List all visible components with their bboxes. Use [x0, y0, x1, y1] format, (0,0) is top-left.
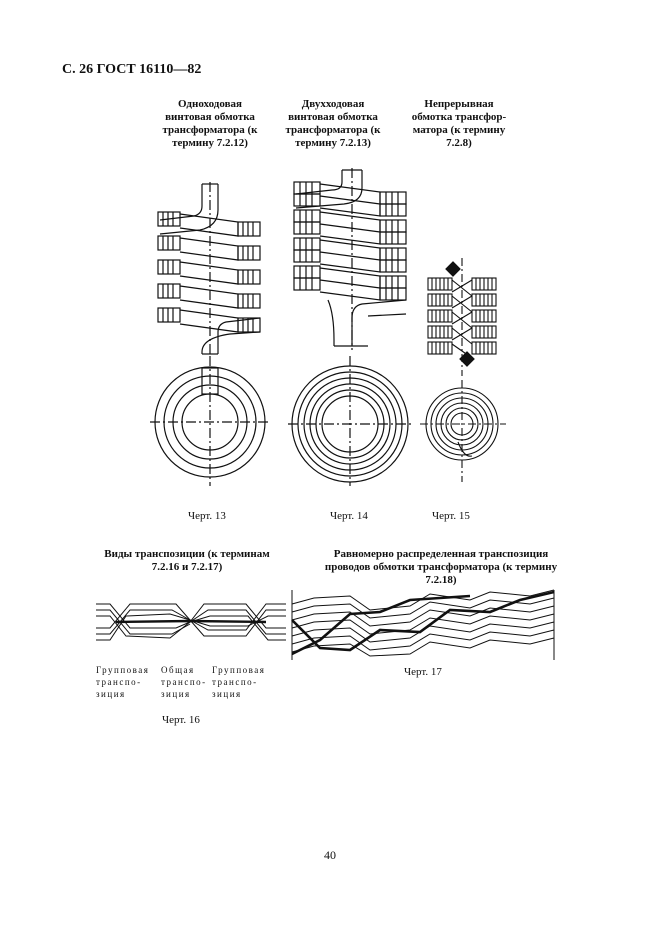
- label-line: Общая: [161, 665, 195, 675]
- label-line: зиция: [96, 689, 126, 699]
- caption-line: трансформатора (к: [285, 124, 381, 136]
- label-line: Групповая: [96, 665, 150, 675]
- figure-15-drawing: [420, 258, 506, 482]
- caption-fig17: [310, 548, 572, 587]
- figure-13-label: Черт. 13: [188, 510, 226, 522]
- label-group-transposition-1: [96, 664, 149, 700]
- label-line: зиция: [212, 689, 242, 699]
- caption-line: Одноходовая: [178, 98, 242, 110]
- caption-line: матора (к термину: [412, 124, 506, 136]
- label-line: транспо-: [161, 677, 207, 687]
- caption-fig16: [92, 548, 282, 574]
- label-line: зиция: [161, 689, 191, 699]
- figure-17-label: Черт. 17: [404, 666, 442, 678]
- caption-line: термину 7.2.12): [172, 137, 248, 149]
- label-group-transposition-2: [212, 664, 265, 700]
- figure-16-drawing: [96, 598, 286, 648]
- caption-line: обмотка трансфор-: [411, 111, 507, 123]
- caption-line: 7.2.8): [446, 137, 472, 149]
- caption-line: термину 7.2.13): [295, 137, 371, 149]
- caption-line: винтовая обмотка: [288, 111, 378, 123]
- page-header: С. 26 ГОСТ 16110—82: [62, 62, 202, 77]
- caption-line: трансформатора (к: [162, 124, 258, 136]
- caption-line: Непрерывная: [424, 98, 494, 110]
- caption-line: Виды транспозиции (к терминам: [104, 548, 270, 560]
- caption-line: винтовая обмотка: [165, 111, 255, 123]
- caption-line: 7.2.18): [425, 574, 457, 586]
- figure-14-label: Черт. 14: [330, 510, 368, 522]
- figure-17-drawing: [290, 590, 556, 662]
- caption-fig15: [404, 98, 514, 150]
- caption-fig14: [278, 98, 388, 150]
- caption-line: 7.2.16 и 7.2.17): [151, 561, 223, 573]
- caption-line: Равномерно распределенная транспозиция: [333, 548, 549, 560]
- page-number: 40: [324, 848, 336, 862]
- figure-15-label: Черт. 15: [432, 510, 470, 522]
- figure-14-drawing: [288, 164, 414, 486]
- caption-line: проводов обмотки трансформатора (к термину: [324, 561, 558, 573]
- caption-fig13: [160, 98, 260, 150]
- caption-line: Двухходовая: [301, 98, 365, 110]
- label-general-transposition: [161, 664, 207, 700]
- label-line: транспо-: [96, 677, 142, 687]
- label-line: Групповая: [212, 665, 266, 675]
- label-line: транспо-: [212, 677, 258, 687]
- figure-13-drawing: [150, 176, 270, 486]
- figure-16-label: Черт. 16: [162, 714, 200, 726]
